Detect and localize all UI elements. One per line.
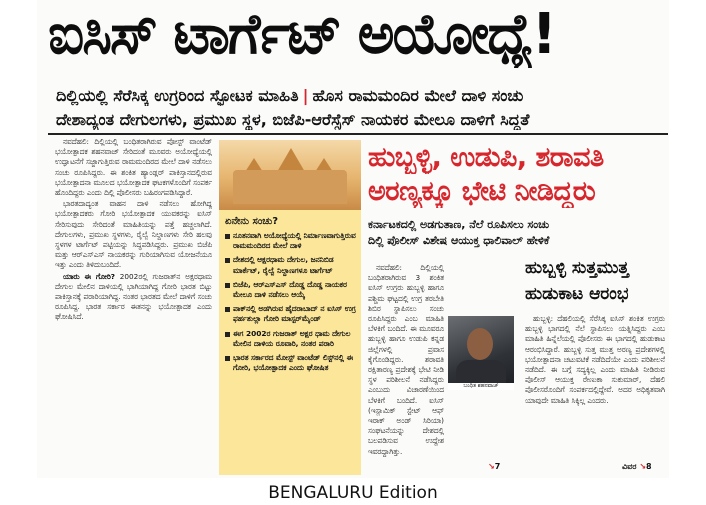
temple-spire-main xyxy=(277,148,305,172)
ram-mandir-photo xyxy=(219,140,361,210)
left-para-3 xyxy=(55,272,212,323)
left-para-3-text: 2002ರಲ್ಲಿ ಗುಜರಾತ್‌ನ ಅಕ್ಷರಧಾಮ ದೇಗುಲ ಮೇಲಿನ ದಾಳಿಯಲ್ಲಿ ಭಾಗಿಯಾಗಿದ್ದ ಗೋರಿ ಭಾರತ ಬಿಟ್ಟು ಪಾಕಿಸ್ತಾನಕ್ಕೆ ಪರಾರಿಯಾಗಿದ್ದ. ನಂತರ ಭಾರತದ ಮೇಲೆ ದಾಳಿಗೆ ಸಂಚು ರೂಪಿಸಿದ್ದ. ಭಾರತ ಸರ್ಕಾರ ಈತನನ್ನು ಭಯೋತ್ಪಾದಕ ಎಂದು ಘೋಷಿಸಿದೆ. xyxy=(55,271,212,322)
photo-caption: ಬಂಧಿತ ಶಹನವಾಜ್ xyxy=(448,383,514,390)
factbox-list xyxy=(219,231,361,373)
question-label: ಯಾರು ಈ ಗೋರಿ? xyxy=(63,271,115,281)
middle-article-text: ನವದೆಹಲಿ: ದಿಲ್ಲಿಯಲ್ಲಿ ಬಂಧಿತರಾಗಿರುವ 3 ಶಂಕಿತ ಐಸಿಸ್ ಉಗ್ರರು ಹುಬ್ಬಳ್ಳಿ ಹಾಗೂ ಪಶ್ಚಿಮ ಘಟ್ಟದಲ್ಲಿ ಉಗ್ರ ತರಬೇತಿ ಶಿಬಿರ ಸ್ಥಾಪಿಸಲು ಸಂಚು ರೂಪಿಸಿದ್ದರು ಎಂಬ ಮಾಹಿತಿ ಬೆಳಕಿಗೆ ಬಂದಿದೆ. ಈ ಮೂವರೂ ಹುಬ್ಬಳ್ಳಿ ಹಾಗೂ ಉಡುಪಿ ಕನ್ನಡ ಜಿಲ್ಲೆಗಳಲ್ಲಿ ಪ್ರವಾಸ ಕೈಗೊಂಡಿದ್ದರು. ಶರಾವತಿ ರಕ್ಷಿತಾರಣ್ಯ ಪ್ರದೇಶಕ್ಕೆ ಭೇಟಿ ನೀಡಿ ಸ್ಥಳ ಪರಿಶೀಲನೆ ನಡೆಸಿದ್ದರು ಎಂಬುದು ವಿಚಾರಣೆಯಿಂದ ಬೆಳಕಿಗೆ ಬಂದಿದೆ. ಐಸಿಸ್ (ಇಸ್ಲಾಮಿಕ್ ಸ್ಟೇಟ್ ಆಫ್ ಇರಾಕ್ ಅಂಡ್ ಸಿರಿಯಾ) ಸಂಘಟನೆಯನ್ನು ದೇಶದಲ್ಲಿ ಬಲಪಡಿಸುವ ಉದ್ದೇಶ ಇವರದ್ದಾಗಿತ್ತು. xyxy=(368,263,444,456)
page-ref-middle[interactable] xyxy=(488,462,500,471)
factbox-item: ನೂತನವಾಗಿ ಅಯೋಧ್ಯೆಯಲ್ಲಿ ನಿರ್ಮಾಣವಾಗುತ್ತಿರುವ ರಾಮಮಂದಿರದ ಮೇಲೆ ದಾಳಿ xyxy=(225,231,357,251)
red-headline-1: ಹುಬ್ಬಳ್ಳಿ, ಉಡುಪಿ, ಶರಾವತಿ xyxy=(368,142,604,173)
arrow-icon: ↘ xyxy=(488,462,495,471)
factbox-item: ದೇಶದಲ್ಲಿ ಆಕ್ಷರಧಾಮ ದೇಗುಲ, ಜನನಿಬಿಡ ಮಾರ್ಕೆಟ್, ರೈಲ್ವೆ ನಿಲ್ದಾಣಗಳೂ ಟಾರ್ಗೆಟ್ xyxy=(225,255,357,275)
factbox-title: ಏನೇನು ಸಂಚು? xyxy=(225,216,279,227)
main-headline: ಐಸಿಸ್ ಟಾರ್ಗೆಟ್ ಅಯೋಧ್ಯೆ! xyxy=(48,2,556,67)
factbox-item: ಪಾಕ್‌ನಲ್ಲಿ ಅಡಗಿರುವ ಹೈದರಾಬಾದ್ ನ ಐಸಿಸ್ ಉಗ್ರ ಫರ್ಹತುಲ್ಲಾ ಗೋರಿ ಮಾಸ್ಟರ್‌ಮೈಂಡ್ xyxy=(225,304,357,324)
page-ref-middle-num: 7 xyxy=(494,462,501,471)
deck-2: ದಿಲ್ಲಿ ಪೊಲೀಸ್ ವಿಶೇಷ ಆಯುಕ್ತ ಧಾಲಿವಾಲ್ ಹೇಳಿಕೆ xyxy=(368,234,550,247)
factbox-item: ಬಿಜೆಪಿ, ಆರ್‌ಎಸ್‌ಎಸ್ ದೊಡ್ಡ ದೊಡ್ಡ ನಾಯಕರ ಮೇಲೂ ದಾಳಿ ನಡೆಸಲು ಆಯ್ಕೆ xyxy=(225,280,357,300)
subheadline-separator: | xyxy=(302,86,309,105)
suspect-face xyxy=(467,328,493,360)
factbox-item: ಭಾರತ ಸರ್ಕಾರದ ಮೋಸ್ಟ್ ವಾಂಟೆಡ್ ಲಿಸ್ಟ್‌ನಲ್ಲಿ ಈ ಗೋರಿ, ಭಯೋತ್ಪಾದಕ ಎಂದು ಘೋಷಿತ xyxy=(225,353,357,373)
subheadline-2: ದೇಶಾದ್ಯಂತ ದೇಗುಲಗಳು, ಪ್ರಮುಖ ಸ್ಥಳ, ಬಿಜೆಪಿ-ಆರೆಸ್ಸೆಸ್ ನಾಯಕರ ಮೇಲೂ ದಾಳಿಗೆ ಸಿದ್ಧತೆ xyxy=(56,110,530,129)
subheadline-1b: ಹೊಸ ರಾಮಮಂದಿರ ಮೇಲೆ ದಾಳಿ ಸಂಚು xyxy=(312,86,524,105)
subheadline-1 xyxy=(56,86,666,106)
subheadline-1a: ದಿಲ್ಲಿಯಲ್ಲಿ ಸೆರೆಸಿಕ್ಕ ಉಗ್ರರಿಂದ ಸ್ಫೋಟಕ ಮಾಹಿತಿ xyxy=(56,86,299,105)
left-para-1: ನವದೆಹಲಿ: ದಿಲ್ಲಿಯಲ್ಲಿ ಬಂಧಿತರಾಗಿರುವ ಪೋಸ್ಟ್ ವಾಂಟೆಡ್ ಭಯೋತ್ಪಾದಕ ಶಹನವಾಜ್ ಸೇರಿದಂತೆ ಮೂವರು ಅಯೋಧ್ಯೆಯಲ್ಲಿ ಉದ್ಘಾಟನೆಗೆ ಸಜ್ಜಾಗುತ್ತಿರುವ ರಾಮಮಂದಿರದ ಮೇಲೆ ದಾಳಿ ನಡೆಸಲು ಸಂಚು ರೂಪಿಸಿದ್ದರು. ಈ ಶಂಕಿತ ಹ್ಯಾಂಡ್ಲರ್ ಪಾಕಿಸ್ತಾನದಲ್ಲಿರುವ ಭಯೋತ್ಪಾದನಾ ಮೂಲದ ಭಯೋತ್ಪಾದಕ ಘಟಕಗಳೊಂದಿಗೆ ಸಂಪರ್ಕ ಹೊಂದಿದ್ದರು ಎಂದು ದಿಲ್ಲಿ ಪೊಲೀಸರು ಬಹಿರಂಗಪಡಿಸಿದ್ದಾರೆ. xyxy=(55,137,212,198)
side-headline-2: ಹುಡುಕಾಟ ಆರಂಭ xyxy=(525,284,629,304)
divider-rule xyxy=(48,133,668,135)
arrow-icon: ↘ xyxy=(639,462,647,471)
page-ref-right-num: 8 xyxy=(646,462,652,471)
edition-label: BENGALURU Edition xyxy=(268,483,438,503)
temple-body xyxy=(233,170,347,204)
page-ref-right-label: ವಿವರ xyxy=(622,462,637,471)
right-article-column xyxy=(525,314,665,468)
left-para-2: ಭಾರತದಾದ್ಯಂತ ವಾಹನ ದಾಳಿ ನಡೆಸಲು ಹೋಗಿದ್ದ ಭಯೋತ್ಪಾದಕರು ಗೋರಿ ಭಯೋತ್ಪಾದಕ ಯುವಕರನ್ನು ಐಸಿಸ್ ಸೇರಿಸುವುದು ಸೇರಿದಂತೆ ಮಾಹಿತಿಯನ್ನು ಪತ್ತೆ ಹಚ್ಚಲಾಗಿದೆ. ದೇಗುಲಗಳು, ಪ್ರಮುಖ ಸ್ಥಳಗಳು, ರೈಲ್ವೆ ನಿಲ್ದಾಣಗಳು ಸೇರಿ ಹಲವು ಸ್ಥಳಗಳ ಟಾರ್ಗೆಟ್ ಪಟ್ಟಿಯನ್ನು ಸಿದ್ಧಪಡಿಸಿದ್ದರು. ಪ್ರಮುಖ ಬಿಜೆಪಿ ಮತ್ತು ಆರ್‌ಎಸ್‌ಎಸ್ ನಾಯಕರನ್ನು ಗುರಿಯಾಗಿಸುವ ಯೋಜನೆಯೂ ಇತ್ತು ಎಂದು ತಿಳಿದುಬಂದಿದೆ. xyxy=(55,199,212,270)
red-headline-2: ಅರಣ್ಯಕ್ಕೂ ಭೇಟಿ ನೀಡಿದ್ದರು xyxy=(368,176,596,207)
suspect-photo xyxy=(448,316,514,390)
page-ref-right[interactable] xyxy=(622,462,652,472)
factbox-item: ಈಗ 2002ರ ಗುಜರಾತ್ ಅಕ್ಷರ ಧಾಮ ದೇಗುಲ ಮೇಲಿನ ದಾಳಿಯ ರೂವಾರಿ, ನಂತರ ಪರಾರಿ xyxy=(225,329,357,349)
middle-article-column xyxy=(368,263,444,469)
left-article-column xyxy=(55,137,212,475)
plot-factbox xyxy=(219,210,361,475)
side-headline-1: ಹುಬ್ಬಳ್ಳಿ ಸುತ್ತಮುತ್ತ xyxy=(525,258,629,278)
right-article-text: ಹುಬ್ಬಳ್ಳಿ: ದೆಹಲಿಯಲ್ಲಿ ಸೆರೆಸಿಕ್ಕ ಐಸಿಸ್ ಶಂಕಿತ ಉಗ್ರರು ಹುಬ್ಬಳ್ಳಿ ಭಾಗದಲ್ಲಿ ನೆಲೆ ಸ್ಥಾಪಿಸಲು ಯತ್ನಿಸಿದ್ದರು ಎಂಬ ಮಾಹಿತಿ ಹಿನ್ನೆಲೆಯಲ್ಲಿ ಪೊಲೀಸರು ಈ ಭಾಗದಲ್ಲಿ ಹುಡುಕಾಟ ಆರಂಭಿಸಿದ್ದಾರೆ. ಹುಬ್ಬಳ್ಳಿ ಸುತ್ತ ಮುತ್ತ ಅರಣ್ಯ ಪ್ರದೇಶಗಳಲ್ಲಿ ಭಯೋತ್ಪಾದನಾ ಚಟುವಟಿಕೆ ನಡೆದಿದೆಯೇ ಎಂದು ಪರಿಶೀಲನೆ ನಡೆದಿದೆ. ಈ ಬಗ್ಗೆ ಸದ್ಯಕ್ಕಿಲ್ಲ ಎಂದು ಮಾಹಿತಿ ನೀಡಿರುವ ಪೊಲೀಸ್ ಆಯುಕ್ತ ರೇಣುಕಾ ಸುಕುಮಾರ್, ದೆಹಲಿ ಪೊಲೀಸರೊಂದಿಗೆ ಸಂಪರ್ಕದಲ್ಲಿದ್ದೇವೆ. ಅದರ ಅಧಿಕೃತವಾಗಿ ಯಾವುದೇ ಮಾಹಿತಿ ಸಿಕ್ಕಿಲ್ಲ ಎಂದರು. xyxy=(525,314,665,405)
deck-1: ಕರ್ನಾಟಕದಲ್ಲಿ ಅಡಗುತಾಣ, ನೆಲೆ ರೂಪಿಸಲು ಸಂಚು xyxy=(368,218,550,231)
